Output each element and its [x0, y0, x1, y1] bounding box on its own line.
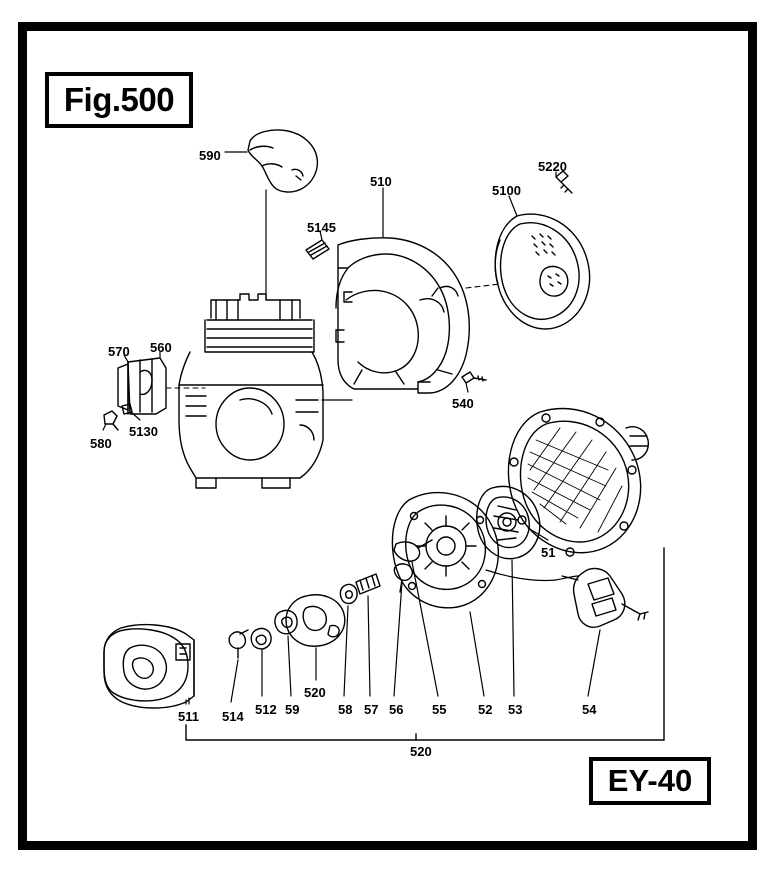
callout-59: 59	[285, 702, 300, 717]
figure-number-box	[45, 72, 193, 128]
callout-5220: 5220	[538, 159, 567, 174]
callout-580: 580	[90, 436, 112, 451]
callout-514: 514	[222, 709, 244, 724]
callout-51: 51	[541, 545, 556, 560]
callout-540: 540	[452, 396, 474, 411]
callout-52: 52	[478, 702, 493, 717]
callout-53: 53	[508, 702, 523, 717]
callout-510: 510	[370, 174, 392, 189]
callout-590: 590	[199, 148, 221, 163]
model-number-label: EY-40	[607, 763, 693, 798]
callout-570: 570	[108, 344, 130, 359]
callout-520-upper: 520	[304, 685, 326, 700]
callout-54: 54	[582, 702, 597, 717]
figure-number-label: Fig.500	[63, 81, 175, 118]
callout-560: 560	[150, 340, 172, 355]
callout-5130: 5130	[129, 424, 158, 439]
callout-520-assembly: 520	[410, 744, 432, 759]
callout-511: 511	[178, 709, 199, 724]
model-number-box	[589, 757, 711, 805]
callout-55: 55	[432, 702, 447, 717]
callout-58: 58	[338, 702, 353, 717]
callout-5145: 5145	[307, 220, 336, 235]
callout-512: 512	[255, 702, 277, 717]
callout-5100: 5100	[492, 183, 521, 198]
callout-56: 56	[389, 702, 404, 717]
callout-57: 57	[364, 702, 379, 717]
